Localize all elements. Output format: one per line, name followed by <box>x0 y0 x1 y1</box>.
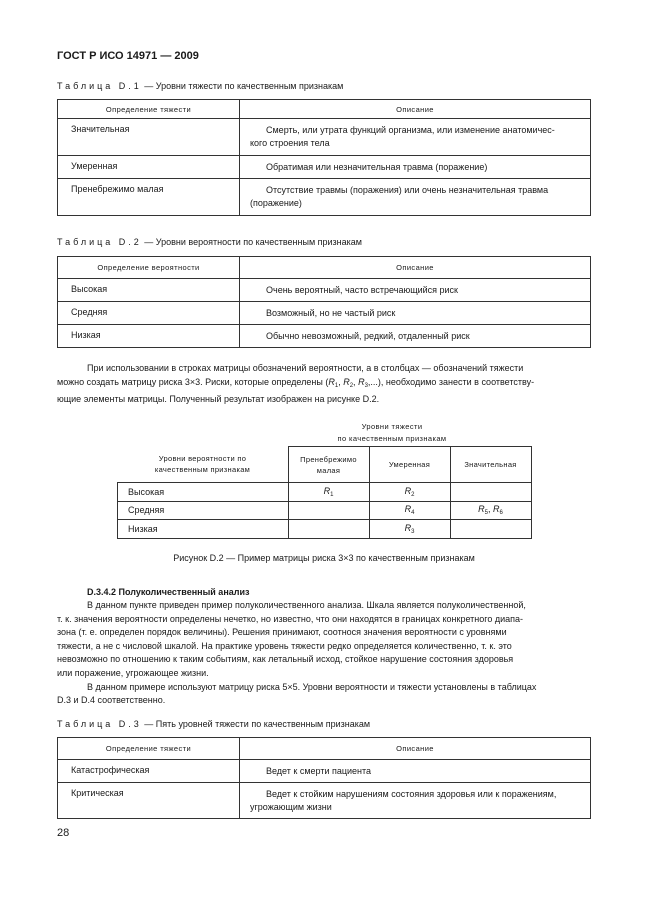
matrix-probability-label <box>118 447 289 483</box>
table-d2-header-desc: Описание <box>240 257 591 279</box>
matrix-cell <box>450 483 531 502</box>
paragraph-line: В данном пункте приведен пример полуколичественного анализа. Шкала является полуколичественной, <box>87 600 526 610</box>
paragraph-line <box>57 376 591 394</box>
label-line: Уровни тяжести <box>361 422 423 431</box>
desc-line: Ведет к стойким нарушениям состояния здоровья или к поражениям, <box>266 789 557 799</box>
matrix-row <box>118 520 532 539</box>
table-d3-term: Катастрофическая <box>58 760 240 783</box>
paragraph-line: тяжести, а не с числовой шкалой. На практике уровень тяжести редко определяется количественно, т. к. это <box>57 640 512 651</box>
desc-line: Обычно невозможный, редкий, отдаленный риск <box>266 331 470 341</box>
paragraph-line: D.3 и D.4 соответственно. <box>57 695 166 706</box>
table-d2-term: Низкая <box>58 325 240 348</box>
paragraph-line: т. к. значения вероятности определены нечетко, но известно, что они находятся в границах конкретного диапа- <box>57 613 524 624</box>
risk-symbol: R <box>404 522 412 533</box>
matrix-cell <box>288 520 369 539</box>
matrix-row <box>118 501 532 520</box>
table-d2-header-term: Определение вероятности <box>58 257 240 279</box>
risk-subscript: 5 <box>484 510 488 517</box>
text-span: ,...), необходимо занести в соответству- <box>367 376 535 387</box>
desc-line: Возможный, но не частый риск <box>266 308 396 318</box>
risk-symbol: R <box>404 485 412 496</box>
table-d3-term: Критическая <box>58 783 240 819</box>
text-span: можно создать матрицу риска 3×3. Риски, которые определены ( <box>57 376 329 387</box>
desc-line: (поражение) <box>250 198 302 208</box>
risk-symbol: R <box>343 376 350 387</box>
table-d1-caption-prefix: Таблица D.1 <box>57 81 142 91</box>
label-line: Пренебрежимо <box>300 454 357 464</box>
table-d2-desc <box>240 279 591 302</box>
matrix-cell <box>369 483 450 502</box>
risk-symbol: R <box>323 485 331 496</box>
table-d1-caption <box>57 81 343 91</box>
matrix-row <box>118 483 532 502</box>
table-d2-caption-prefix: Таблица D.2 <box>57 237 142 247</box>
desc-line: кого строения тела <box>250 138 330 148</box>
paragraph-line: или поражение, угрожающее жизни. <box>57 667 209 678</box>
table-d2-caption <box>57 237 362 247</box>
matrix-row-label: Высокая <box>118 483 289 502</box>
desc-line: Очень вероятный, часто встречающийся риск <box>266 285 458 295</box>
separator: , <box>487 504 493 515</box>
text-span: , <box>338 376 344 387</box>
figure-caption: Рисунок D.2 — Пример матрицы риска 3×3 по качественным признакам <box>173 553 475 563</box>
table-d3-header-desc: Описание <box>240 738 591 760</box>
risk-subscript: 1 <box>330 491 334 498</box>
label-line: качественным признакам <box>154 465 251 475</box>
table-d1-term: Пренебрежимо малая <box>58 179 240 216</box>
table-d1 <box>57 99 591 216</box>
paragraph-matrix-intro <box>57 362 591 407</box>
table-d2 <box>57 256 591 348</box>
table-d2-term: Высокая <box>58 279 240 302</box>
matrix-col-negligible <box>288 447 369 483</box>
paragraph-line: ющие элементы матрицы. Полученный результат изображен на рисунке D.2. <box>57 394 380 405</box>
desc-line: Ведет к смерти пациента <box>266 766 372 776</box>
paragraph-line: При использовании в строках матрицы обозначений вероятности, а в столбцах — обозначений тяжести <box>87 363 524 373</box>
table-d1-caption-text: — Уровни тяжести по качественным признакам <box>141 81 344 91</box>
risk-subscript: 6 <box>499 510 503 517</box>
table-row <box>58 302 591 325</box>
table-d1-header-desc: Описание <box>240 100 591 119</box>
risk-subscript: 2 <box>411 491 415 498</box>
risk-subscript: 4 <box>411 510 415 517</box>
table-d1-term: Умеренная <box>58 156 240 179</box>
table-row <box>58 279 591 302</box>
table-d3-caption-text: — Пять уровней тяжести по качественным признакам <box>141 719 371 729</box>
risk-symbol: R <box>404 504 412 515</box>
document-header: ГОСТ Р ИСО 14971 — 2009 <box>57 50 199 62</box>
desc-line: угрожающим жизни <box>250 802 332 812</box>
label-line: малая <box>316 465 341 475</box>
table-d1-desc <box>240 179 591 216</box>
section-paragraph-1 <box>57 599 591 708</box>
paragraph-line: В данном примере используют матрицу риска 5×5. Уровни вероятности и тяжести установлены в таблицах <box>87 681 537 692</box>
table-d1-desc <box>240 156 591 179</box>
matrix-col-significant: Значительная <box>450 447 531 483</box>
risk-subscript: 1 <box>334 382 339 389</box>
table-d3-desc <box>240 760 591 783</box>
risk-symbol: R <box>478 504 485 515</box>
matrix-row-label: Низкая <box>118 520 289 539</box>
desc-line: Обратимая или незначительная травма (поражение) <box>266 162 488 172</box>
risk-symbol: R <box>493 504 500 515</box>
page-number: 28 <box>57 827 70 839</box>
table-d2-caption-text: — Уровни вероятности по качественным признакам <box>141 237 362 247</box>
label-line: Уровни вероятности по <box>158 454 247 464</box>
table-d1-term: Значительная <box>58 119 240 156</box>
matrix-cell <box>288 501 369 520</box>
matrix-row-label: Средняя <box>118 501 289 520</box>
risk-subscript: 3 <box>364 382 368 389</box>
table-d1-header-term: Определение тяжести <box>58 100 240 119</box>
text-span: , <box>353 376 359 387</box>
paragraph-line: зона (т. е. определен порядок величины). Решения принимают, соотнося значения вероятности с уровнями <box>57 627 507 638</box>
risk-symbol: R <box>328 376 335 387</box>
table-d2-desc <box>240 302 591 325</box>
desc-line: Отсутствие травмы (поражения) или очень незначительная травма <box>266 185 549 195</box>
matrix-cell <box>450 520 531 539</box>
risk-subscript: 2 <box>349 382 354 389</box>
desc-line: Смерть, или утрата функций организма, или изменение анатомичес- <box>266 125 555 135</box>
matrix-col-moderate: Умеренная <box>369 447 450 483</box>
risk-subscript: 3 <box>411 528 415 535</box>
matrix-cell <box>450 501 531 520</box>
table-row <box>58 760 591 783</box>
table-d3-caption-prefix: Таблица D.3 <box>57 719 142 729</box>
table-row <box>58 783 591 819</box>
risk-matrix <box>117 446 532 539</box>
matrix-cell <box>288 483 369 502</box>
table-d3-header-term: Определение тяжести <box>58 738 240 760</box>
section-heading: D.3.4.2 Полуколичественный анализ <box>87 587 250 597</box>
matrix-severity-label <box>288 421 496 445</box>
matrix-cell <box>369 520 450 539</box>
table-d3-caption <box>57 719 370 729</box>
table-d2-desc <box>240 325 591 348</box>
table-row <box>58 156 591 179</box>
paragraph-line: невозможно по отношению к таким событиям, как летальный исход, стойкое нарушение состояния здоровья <box>57 654 514 665</box>
table-d2-term: Средняя <box>58 302 240 325</box>
table-d3 <box>57 737 591 819</box>
matrix-cell <box>369 501 450 520</box>
table-d1-desc <box>240 119 591 156</box>
risk-symbol: R <box>358 376 365 387</box>
table-row <box>58 325 591 348</box>
table-d3-desc <box>240 783 591 819</box>
table-row <box>58 179 591 216</box>
label-line: по качественным признакам <box>337 434 447 443</box>
table-row <box>58 119 591 156</box>
